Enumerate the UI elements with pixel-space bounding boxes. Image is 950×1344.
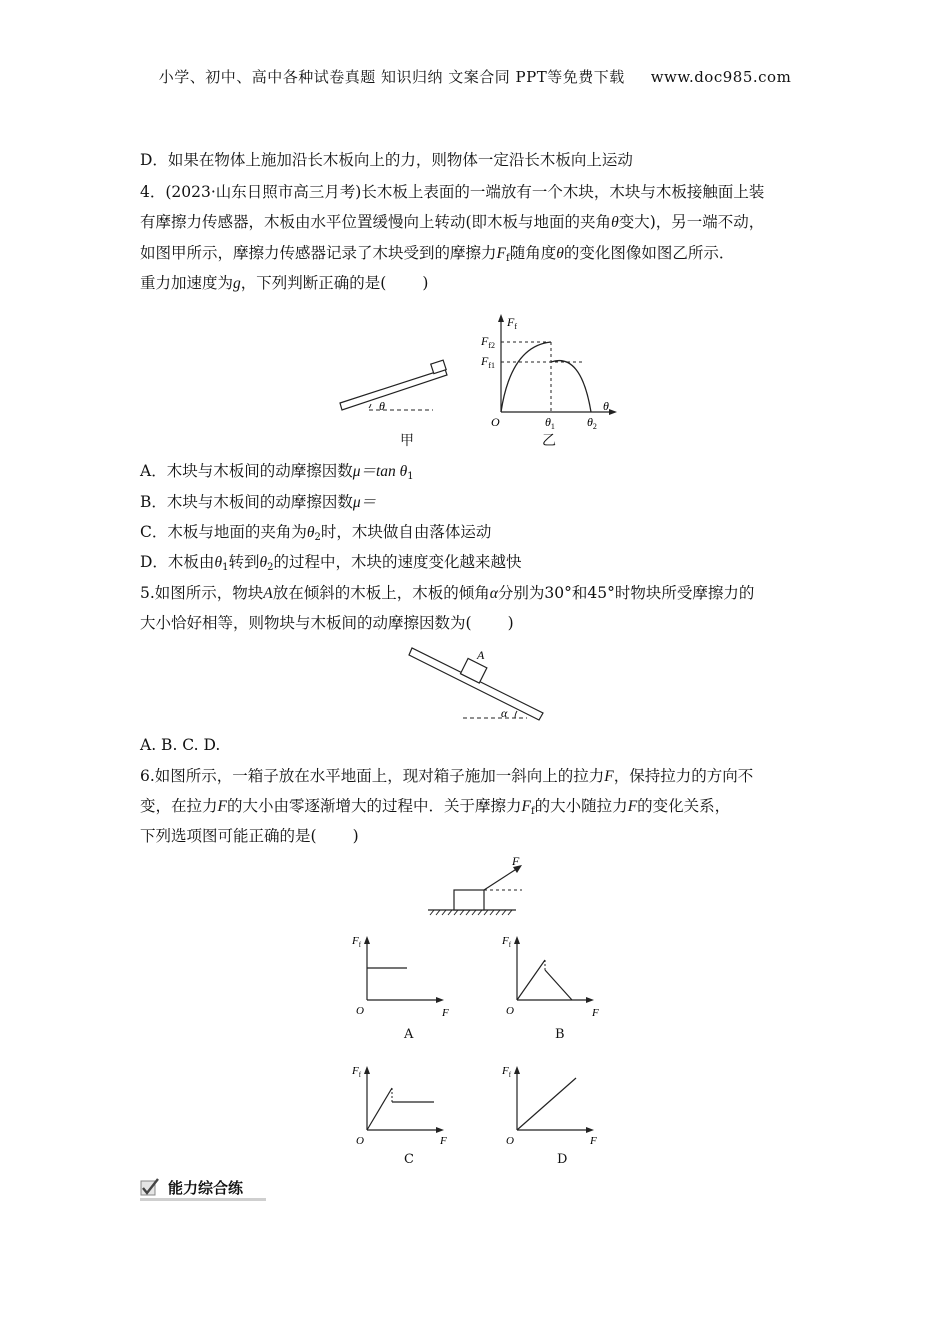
q6-graph-b bbox=[502, 930, 602, 1020]
svg-text:F: F bbox=[440, 1135, 447, 1147]
q6-box-figure bbox=[424, 855, 534, 917]
fig-jia-caption: 甲 bbox=[400, 433, 414, 449]
section-heading bbox=[140, 1176, 266, 1202]
q6-line1: 6.如图所示，一箱子放在水平地面上，现对箱子施加一斜向上的拉力F，保持拉力的方向不 bbox=[140, 767, 754, 785]
fig-yi-caption: 乙 bbox=[542, 433, 556, 449]
q4-option-c: C．木板与地面的夹角为$\theta_2$时，木块做自由落体运动 bbox=[140, 523, 492, 543]
q6-graph-a-label: A bbox=[404, 1027, 414, 1042]
q5-line2: 大小恰好相等，则物块与木板间的动摩擦因数为( ) bbox=[140, 614, 514, 632]
q6-force-label: F bbox=[512, 854, 520, 868]
q6-graph-d bbox=[502, 1060, 602, 1150]
q6-line3: 下列选项图可能正确的是( ) bbox=[140, 827, 359, 845]
header-text: 小学、初中、高中各种试卷真题 知识归纳 文案合同 PPT等免费下载 bbox=[158, 68, 625, 86]
svg-text:Ff: $F_f$ bbox=[502, 935, 512, 949]
svg-text:O: O bbox=[506, 1005, 514, 1017]
q5-block-label: A bbox=[477, 648, 485, 662]
q4-line4: 重力加速度为g，下列判断正确的是( ) bbox=[140, 274, 429, 292]
graph-ff1-label: $F_{f1}$ bbox=[481, 354, 496, 370]
q5-incline-figure bbox=[405, 645, 550, 723]
graph-theta2: $\theta_2$ bbox=[587, 415, 597, 431]
graph-x-label: θ bbox=[603, 399, 609, 413]
q4-figure-jia bbox=[335, 360, 465, 420]
q3-option-d: D．如果在物体上施加沿长木板向上的力，则物体一定沿长木板向上运动 bbox=[140, 151, 633, 169]
svg-text:F: F bbox=[442, 1007, 449, 1019]
q5-angle-label: α bbox=[501, 706, 508, 720]
q6-graph-b-label: B bbox=[555, 1027, 565, 1042]
svg-text:O: O bbox=[356, 1135, 364, 1147]
q4-option-b: B．木块与木板间的动摩擦因数μ＝ bbox=[140, 493, 377, 511]
q4-figure-yi-graph bbox=[483, 312, 623, 432]
graph-y-label: $F_f$ bbox=[507, 315, 518, 331]
svg-text:Ff: $F_f$ bbox=[502, 1065, 512, 1079]
q4-option-d: D．木板由$\theta_1$转到$\theta_2$的过程中，木块的速度变化越来越快 bbox=[140, 553, 522, 573]
q6-line2: 变，在拉力F的大小由零逐渐增大的过程中．关于摩擦力$F_f$的大小随拉力F的变化关系， bbox=[140, 797, 731, 817]
q6-graph-d-label: D bbox=[557, 1152, 568, 1167]
checkbox-check-icon bbox=[140, 1178, 160, 1196]
q4-line2: 有摩擦力传感器，木板由水平位置缓慢向上转动(即木板与地面的夹角θ变大)，另一端不动， bbox=[140, 213, 765, 231]
q4-option-a: A．木块与木板间的动摩擦因数μ＝tan $\theta_1$ bbox=[140, 462, 414, 482]
svg-text:O: O bbox=[506, 1135, 514, 1147]
graph-origin: O bbox=[491, 415, 500, 429]
svg-text:O: O bbox=[356, 1005, 364, 1017]
theta-label-jia: θ bbox=[379, 399, 385, 413]
section-title: 能力综合练 bbox=[168, 1179, 244, 1197]
graph-theta1: $\theta_1$ bbox=[545, 415, 555, 431]
q4-line3: 如图甲所示，摩擦力传感器记录了木块受到的摩擦力$F_f$随角度θ的变化图像如图乙所示． bbox=[140, 244, 735, 264]
q5-line1: 5.如图所示，物块A放在倾斜的木板上，木板的倾角α分别为30°和45°时物块所受摩擦力的 bbox=[140, 584, 755, 602]
q6-graph-a bbox=[352, 930, 452, 1020]
svg-text:F: F bbox=[590, 1135, 597, 1147]
svg-text:F: F bbox=[592, 1007, 599, 1019]
section-underline bbox=[140, 1198, 266, 1201]
header-url[interactable]: www.doc985.com bbox=[650, 68, 792, 86]
q4-line1: 4．(2023·山东日照市高三月考)长木板上表面的一端放有一个木块，木块与木板接触面上装 bbox=[140, 183, 765, 201]
page-header bbox=[0, 66, 950, 87]
svg-text:Ff: $F_f$ bbox=[352, 1065, 362, 1079]
q6-graph-c-label: C bbox=[404, 1152, 414, 1167]
graph-ff2-label: $F_{f2}$ bbox=[481, 334, 496, 350]
q5-options: A. B. C. D. bbox=[140, 736, 221, 754]
q6-graph-c bbox=[352, 1060, 452, 1150]
svg-text:Ff: $F_f$ bbox=[352, 935, 362, 949]
